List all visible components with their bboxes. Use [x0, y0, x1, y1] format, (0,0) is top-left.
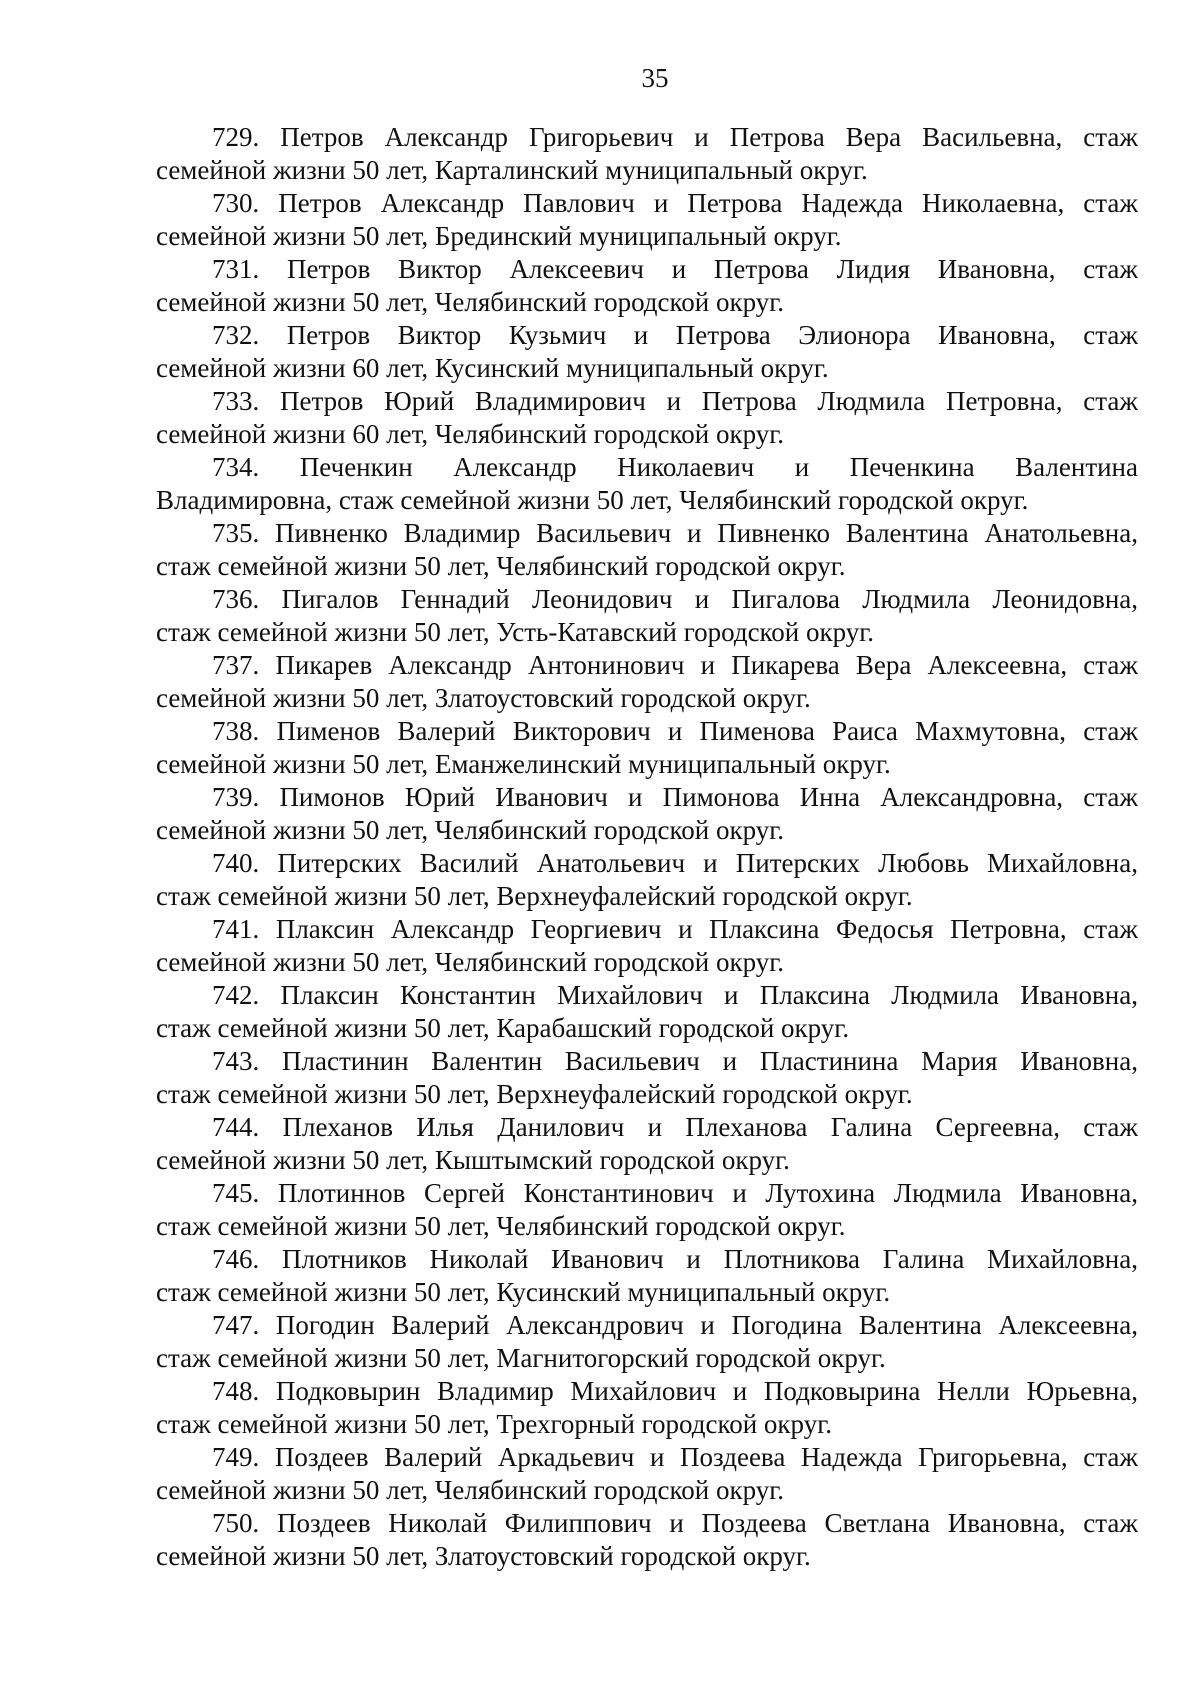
entry-first-line: 750. Поздеев Николай Филиппович и Поздеева Светлана Ивановна, стаж: [212, 1508, 1138, 1538]
entry-second-line: стаж семейной жизни 50 лет, Магнитогорский городской округ.: [156, 1343, 886, 1373]
list-item: [156, 1375, 1138, 1441]
list-item: [156, 847, 1138, 913]
entry-second-line: стаж семейной жизни 50 лет, Челябинский городской округ.: [156, 1211, 846, 1241]
entry-first-line: 741. Плаксин Александр Георгиевич и Плаксина Федосья Петровна, стаж: [212, 914, 1138, 944]
list-item: [156, 1309, 1138, 1375]
list-item: [156, 319, 1138, 385]
entry-second-line: семейной жизни 50 лет, Златоустовский городской округ.: [156, 683, 811, 713]
entry-first-line: 737. Пикарев Александр Антонинович и Пикарева Вера Алексеевна, стаж: [212, 650, 1138, 680]
list-item: [156, 1441, 1138, 1507]
entry-second-line: семейной жизни 50 лет, Челябинский городской округ.: [156, 287, 785, 317]
entry-first-line: 740. Питерских Василий Анатольевич и Питерских Любовь Михайловна,: [212, 848, 1138, 878]
list-item: [156, 913, 1138, 979]
entry-second-line: семейной жизни 50 лет, Челябинский городской округ.: [156, 815, 785, 845]
list-item: [156, 451, 1138, 517]
entry-second-line: семейной жизни 50 лет, Кыштымский городской округ.: [156, 1145, 790, 1175]
entry-second-line: семейной жизни 60 лет, Челябинский городской округ.: [156, 419, 785, 449]
list-item: [156, 517, 1138, 583]
list-item: [156, 781, 1138, 847]
list-item: [156, 1177, 1138, 1243]
entry-second-line: семейной жизни 50 лет, Еманжелинский муниципальный округ.: [156, 749, 891, 779]
list-item: [156, 715, 1138, 781]
list-item: [156, 649, 1138, 715]
entry-first-line: 734. Печенкин Александр Николаевич и Печенкина Валентина: [212, 452, 1138, 482]
entry-first-line: 739. Пимонов Юрий Иванович и Пимонова Инна Александровна, стаж: [212, 782, 1138, 812]
entry-second-line: стаж семейной жизни 50 лет, Кусинский муниципальный округ.: [156, 1277, 891, 1307]
entry-first-line: 749. Поздеев Валерий Аркадьевич и Поздеева Надежда Григорьевна, стаж: [212, 1442, 1138, 1472]
entry-second-line: стаж семейной жизни 50 лет, Челябинский городской округ.: [156, 551, 846, 581]
entry-second-line: стаж семейной жизни 50 лет, Верхнеуфалейский городской округ.: [156, 1079, 913, 1109]
list-item: [156, 979, 1138, 1045]
entry-first-line: 746. Плотников Николай Иванович и Плотникова Галина Михайловна,: [212, 1244, 1138, 1274]
entry-first-line: 731. Петров Виктор Алексеевич и Петрова Лидия Ивановна, стаж: [212, 254, 1138, 284]
list-item: [156, 1507, 1138, 1573]
entry-first-line: 730. Петров Александр Павлович и Петрова Надежда Николаевна, стаж: [212, 188, 1138, 218]
entry-first-line: 736. Пигалов Геннадий Леонидович и Пигалова Людмила Леонидовна,: [212, 584, 1138, 614]
entry-first-line: 729. Петров Александр Григорьевич и Петрова Вера Васильевна, стаж: [212, 122, 1138, 152]
entry-first-line: 738. Пименов Валерий Викторович и Пименова Раиса Махмутовна, стаж: [212, 716, 1138, 746]
entry-list: [156, 121, 1138, 1573]
list-item: [156, 583, 1138, 649]
entry-second-line: семейной жизни 50 лет, Златоустовский городской округ.: [156, 1541, 811, 1571]
entry-first-line: 733. Петров Юрий Владимирович и Петрова Людмила Петровна, стаж: [212, 386, 1138, 416]
entry-second-line: семейной жизни 50 лет, Челябинский городской округ.: [156, 1475, 785, 1505]
list-item: [156, 1243, 1138, 1309]
entry-second-line: стаж семейной жизни 50 лет, Трехгорный городской округ.: [156, 1409, 832, 1439]
entry-second-line: стаж семейной жизни 50 лет, Верхнеуфалейский городской округ.: [156, 881, 913, 911]
list-item: [156, 1045, 1138, 1111]
list-item: [156, 187, 1138, 253]
page-number: 35: [641, 63, 669, 93]
list-item: [156, 253, 1138, 319]
entry-second-line: стаж семейной жизни 50 лет, Карабашский городской округ.: [156, 1013, 850, 1043]
entry-first-line: 745. Плотиннов Сергей Константинович и Лутохина Людмила Ивановна,: [212, 1178, 1138, 1208]
entry-second-line: семейной жизни 50 лет, Челябинский городской округ.: [156, 947, 785, 977]
entry-second-line: стаж семейной жизни 50 лет, Усть-Катавский городской округ.: [156, 617, 875, 647]
entry-second-line: семейной жизни 50 лет, Брединский муниципальный округ.: [156, 221, 842, 251]
entry-first-line: 744. Плеханов Илья Данилович и Плеханова Галина Сергеевна, стаж: [212, 1112, 1138, 1142]
entry-second-line: семейной жизни 60 лет, Кусинский муниципальный округ.: [156, 353, 829, 383]
list-item: [156, 1111, 1138, 1177]
entry-second-line: Владимировна, стаж семейной жизни 50 лет, Челябинский городской округ.: [156, 485, 1029, 515]
entry-first-line: 735. Пивненко Владимир Васильевич и Пивненко Валентина Анатольевна,: [212, 518, 1138, 548]
entry-first-line: 742. Плаксин Константин Михайлович и Плаксина Людмила Ивановна,: [212, 980, 1138, 1010]
list-item: [156, 385, 1138, 451]
entry-first-line: 748. Подковырин Владимир Михайлович и Подковырина Нелли Юрьевна,: [212, 1376, 1138, 1406]
entry-first-line: 732. Петров Виктор Кузьмич и Петрова Элионора Ивановна, стаж: [212, 320, 1138, 350]
list-item: [156, 121, 1138, 187]
entry-first-line: 743. Пластинин Валентин Васильевич и Пластинина Мария Ивановна,: [212, 1046, 1138, 1076]
entry-first-line: 747. Погодин Валерий Александрович и Погодина Валентина Алексеевна,: [212, 1310, 1138, 1340]
entry-second-line: семейной жизни 50 лет, Карталинский муниципальный округ.: [156, 155, 868, 185]
